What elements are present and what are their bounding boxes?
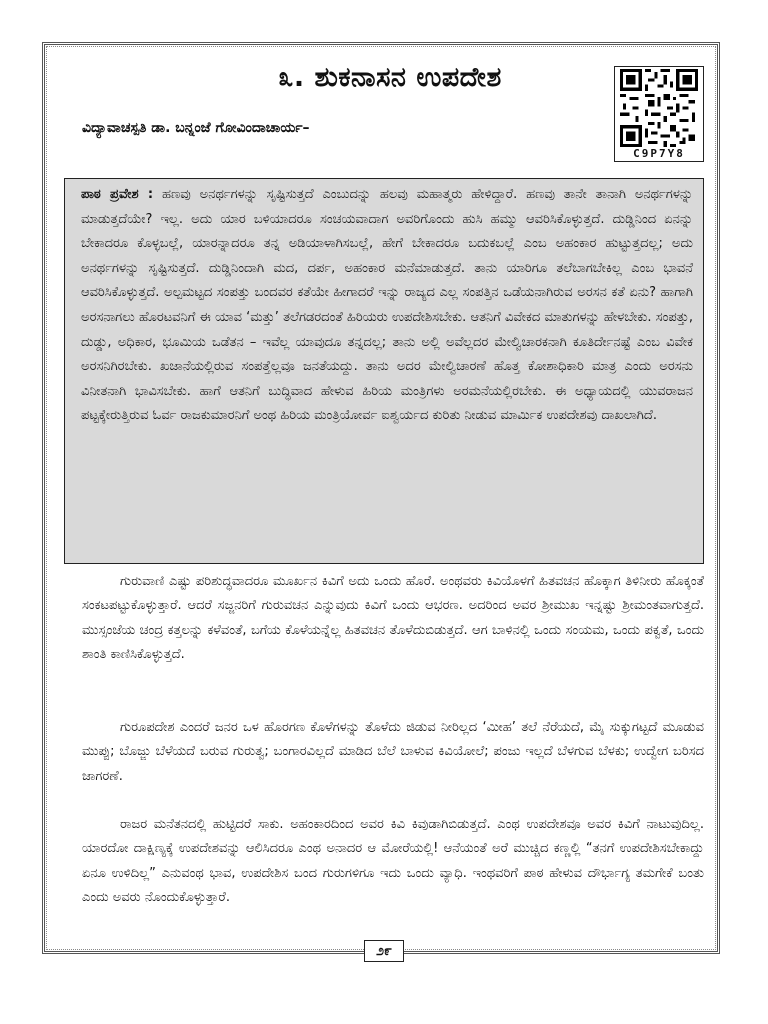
- page-number: ೨೯: [364, 940, 404, 962]
- paragraph-text: ಗುರುವಾಣಿ ಎಷ್ಟು ಪರಿಶುದ್ಧವಾದರೂ ಮೂರ್ಖನ ಕಿವಿಗೆ ಅದು ಒಂದು ಹೊರೆ. ಅಂಥವರು ಕಿವಿಯೊಳಗೆ ಹಿತವಚನ ಹೊಕ್ಕಾಗ ತಿಳಿನೀರು ಹೊಕ್ಕಂತೆ ಸಂಕಟಪಟ್ಟುಕೊಳ್ಳುತ್ತಾರೆ. ಆದರೆ ಸಜ್ಜನರಿಗೆ ಗುರುವಚನ ಎನ್ನುವುದು ಕಿವಿಗೆ ಒಂದು ಆಭರಣ. ಅದರಿಂದ ಅವರ ಶ್ರೀಮುಖ ಇನ್ನಷ್ಟು ಶ್ರೀಮಂತವಾಗುತ್ತದೆ. ಮುಸ್ಸಂಜೆಯ ಚಂದ್ರ ಕತ್ತಲನ್ನು ಕಳೆವಂತೆ, ಬಗೆಯ ಕೊಳೆಯನ್ನೆಲ್ಲ ಹಿತವಚನ ತೊಳೆದುಬಿಡುತ್ತದೆ. ಆಗ ಬಾಳಿನಲ್ಲಿ ಒಂದು ಸಂಯಮ, ಒಂದು ಪಕ್ವತೆ, ಒಂದು ಶಾಂತಿ ಕಾಣಿಸಿಕೊಳ್ಳುತ್ತದೆ.: [82, 574, 704, 663]
- qr-code-icon: [619, 69, 699, 147]
- lesson-intro-box: [64, 178, 704, 564]
- intro-paragraph: [81, 183, 693, 429]
- paragraph-text: ಗುರೂಪದೇಶ ಎಂದರೆ ಜನರ ಒಳ ಹೊರಗಣ ಕೊಳೆಗಳನ್ನು ತೊಳೆದು ಜಿಡುವ ನೀರಿಲ್ಲದ ‘ಮೀಹ’ ತಲೆ ನೆರೆಯದೆ, ಮೈ ಸುಕ್ಕುಗಟ್ಟದೆ ಮೂಡುವ ಮುಪ್ಪು; ಬೊಜ್ಜು ಬೆಳೆಯದೆ ಬರುವ ಗುರುತ್ವ; ಬಂಗಾರವಿಲ್ಲದೆ ಮಾಡಿದ ಬೆಲೆ ಬಾಳುವ ಕಿವಿಯೋಲೆ; ಪಂಜು ಇಲ್ಲದೆ ಬೆಳಗುವ ಬೆಳಕು; ಉದ್ವೇಗ ಬರಿಸದ ಜಾಗರಣೆ.: [82, 720, 704, 784]
- paragraph-text: ರಾಜರ ಮನೆತನದಲ್ಲಿ ಹುಟ್ಟಿದರೆ ಸಾಕು. ಅಹಂಕಾರದಿಂದ ಅವರ ಕಿವಿ ಕಿವುಡಾಗಿಬಿಡುತ್ತದೆ. ಎಂಥ ಉಪದೇಶವೂ ಅವರ ಕಿವಿಗೆ ನಾಟುವುದಿಲ್ಲ. ಯಾರದೋ ದಾಕ್ಷಿಣ್ಯಕ್ಕೆ ಉಪದೇಶವನ್ನು ಆಲಿಸಿದರೂ ಎಂಥ ಅನಾದರ ಆ ಮೋರೆಯಲ್ಲಿ! ಆನೆಯಂತೆ ಅರೆ ಮುಚ್ಚಿದ ಕಣ್ಣಲ್ಲಿ “ತನಗೆ ಉಪದೇಶಿಸಬೇಕಾದ್ದು ಏನೂ ಉಳಿದಿಲ್ಲ” ಎನುವಂಥ ಭಾವ, ಉಪದೇಶಿಸ ಬಂದ ಗುರುಗಳಿಗೂ ಇದು ಒಂದು ವ್ಯಾಧಿ. ಇಂಥವರಿಗೆ ಪಾಠ ಹೇಳುವ ದೌರ್ಭಾಗ್ಯ ತಮಗೇಕೆ ಬಂತು ಎಂದು ಅವರು ನೊಂದುಕೊಳ್ಳುತ್ತಾರೆ.: [82, 817, 704, 906]
- intro-label: ಪಾಠ ಪ್ರವೇಶ :: [81, 187, 154, 202]
- lesson-title: ೩. ಶುಕನಾಸನ ಉಪದೇಶ: [278, 62, 502, 93]
- body-paragraph-2: [82, 716, 704, 789]
- intro-text: ಹಣವು ಅನರ್ಥಗಳನ್ನು ಸೃಷ್ಟಿಸುತ್ತದೆ ಎಂಬುದನ್ನು ಹಲವು ಮಹಾತ್ಮರು ಹೇಳಿದ್ದಾರೆ. ಹಣವು ತಾನೇ ತಾನಾಗಿ ಅನರ್ಥಗಳನ್ನು ಮಾಡುತ್ತದೆಯೇ? ಇಲ್ಲ. ಅದು ಯಾರ ಬಳಿಯಾದರೂ ಸಂಚಯವಾದಾಗ ಅವರಿಗೊಂದು ಹುಸಿ ಹಮ್ಮು ಆವರಿಸಿಕೊಳ್ಳುತ್ತದೆ. ದುಡ್ಡಿನಿಂದ ಏನನ್ನು ಬೇಕಾದರೂ ಕೊಳ್ಳಬಲ್ಲೆ, ಯಾರನ್ನಾದರೂ ತನ್ನ ಅಡಿಯಾಳಾಗಿಸಬಲ್ಲೆ, ಹೇಗೆ ಬೇಕಾದರೂ ಬದುಕಬಲ್ಲೆ ಎಂಬ ಅಹಂಕಾರ ಹುಟ್ಟುತ್ತದಲ್ಲ; ಅದು ಅನರ್ಥಗಳನ್ನು ಸೃಷ್ಟಿಸುತ್ತದೆ. ದುಡ್ಡಿನಿಂದಾಗಿ ಮದ, ದರ್ಪ, ಅಹಂಕಾರ ಮನೆಮಾಡುತ್ತದೆ. ತಾನು ಯಾರಿಗೂ ತಲೆಬಾಗಬೇಕಿಲ್ಲ ಎಂಬ ಭಾವನೆ ಆವರಿಸಿಕೊಳ್ಳುತ್ತದೆ. ಅಲ್ಪಮಟ್ಟದ ಸಂಪತ್ತು ಬಂದವರ ಕತೆಯೇ ಹೀಗಾದರೆ ಇನ್ನು ರಾಜ್ಯದ ಎಲ್ಲ ಸಂಪತ್ತಿನ ಒಡೆಯನಾಗಿರುವ ಅರಸನ ಕತೆ ಏನು? ಹಾಗಾಗಿ ಅರಸನಾಗಲು ಹೊರಟವನಿಗೆ ಈ ಯಾವ ‘ಮತ್ತು’ ತಲೆಗಡರದಂತೆ ಹಿರಿಯರು ಉಪದೇಶಿಸಬೇಕು. ಆತನಿಗೆ ವಿವೇಕದ ಮಾತುಗಳನ್ನು ಹೇಳಬೇಕು. ಸಂಪತ್ತು, ದುಡ್ಡು, ಅಧಿಕಾರ, ಭೂಮಿಯ ಒಡೆತನ – ಇವೆಲ್ಲ ಯಾವುದೂ ತನ್ನದಲ್ಲ; ತಾನು ಅಲ್ಲಿ ಅವೆಲ್ಲದರ ಮೇಲ್ವಿಚಾರಕನಾಗಿ ಕೂತಿರ್ದೇನಷ್ಟೆ ಎಂಬ ವಿವೇಕ ಅರಸನಿಗಿರಬೇಕು. ಖಜಾನೆಯಲ್ಲಿರುವ ಸಂಪತ್ತೆಲ್ಲವೂ ಜನತೆಯದ್ದು. ತಾನು ಅದರ ಮೇಲ್ವಿಚಾರಣೆ ಹೊತ್ತ ಕೋಶಾಧಿಕಾರಿ ಮಾತ್ರ ಎಂದು ಅರಸನು ವಿನೀತನಾಗಿ ಭಾವಿಸಬೇಕು. ಹಾಗೆ ಆತನಿಗೆ ಬುದ್ಧಿವಾದ ಹೇಳುವ ಹಿರಿಯ ಮಂತ್ರಿಗಳು ಅರಮನೆಯಲ್ಲಿರಬೇಕು. ಈ ಅಧ್ಯಾಯದಲ್ಲಿ ಯುವರಾಜನ ಪಟ್ಟಕ್ಕೇರುತ್ತಿರುವ ಓರ್ವ ರಾಜಕುಮಾರನಿಗೆ ಅಂಥ ಹಿರಿಯ ಮಂತ್ರಿಯೋರ್ವ ಐಶ್ವರ್ಯದ ಕುರಿತು ನೀಡುವ ಮಾರ್ಮಿಕ ಉಪದೇಶವು ದಾಖಲಾಗಿದೆ.: [81, 187, 693, 424]
- body-paragraph-3: [82, 813, 704, 911]
- author-line: ವಿದ್ಯಾವಾಚಸ್ಪತಿ ಡಾ. ಬನ್ನಂಜೆ ಗೋವಿಂದಾಚಾರ್ಯ–: [82, 120, 310, 136]
- body-paragraph-1: [82, 570, 704, 668]
- qr-code-text: C9P7Y8: [633, 147, 685, 160]
- qr-code: [614, 66, 704, 162]
